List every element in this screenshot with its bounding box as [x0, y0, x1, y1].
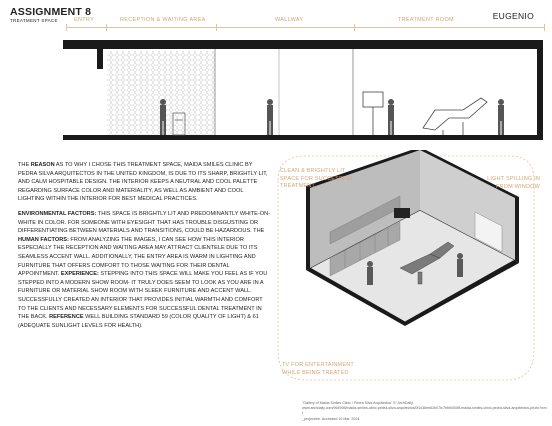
section-drawing: [63, 40, 543, 140]
zone-tick: [544, 24, 545, 31]
callout-tv: TV FOR ENTERTAINMENT WHILE BEING TREATED: [282, 362, 354, 376]
reason-paragraph: THE REASON AS TO WHY I CHOSE THIS TREATMENT SPACE, MAIDA SMILES CLINIC BY PEDRA SILVA ARQUITECTOS IN THE UNITED KINGDOM, IS DUE TO ITS SHARP, BRIGHTLY LIT, AND CALM HOSPITABLE DESIGN. THE INTERIOR KEEPS A NEUTRAL AND COOL PALETTE REGARDING SURFACE COLOR AND MATERIALITY, AS WELL AS AMBIENT AND COOL LIGHTING WITHIN THE INTERIOR FOR BEST MEDICAL PRACTICES.: [18, 162, 268, 203]
zone-entry-label: ENTRY: [74, 17, 95, 23]
zone-tick: [106, 24, 107, 31]
human-term: HUMAN FACTORS:: [18, 236, 69, 243]
zone-tick: [216, 24, 217, 31]
citation-line: _projectree. Accessed 10 Mar. 2024.: [302, 416, 361, 421]
environmental-term: ENVIRONMENTAL FACTORS:: [18, 210, 97, 217]
zone-tick: [354, 24, 355, 31]
zone-treatment-label: TREATMENT ROOM: [398, 17, 454, 23]
experience-term: EXPERIENCE:: [60, 271, 99, 278]
callout-clean-space: CLEAN & BRIGHTLY LIT SPACE FOR SUCCESSFUL TREATMENT: [280, 168, 354, 189]
citation-line: "Gallery of Maida Smiles Clinic / Pedra Silva Arquitectos" 5" ArchDaily,: [302, 401, 414, 405]
citation-link[interactable]: www.archdaily.com/964998/maida-smiles-clinic-pedra-silva-arquitectos/0f1c38ee62b07fc7bb60008f-maida-smiles-clinic-pedra-silva-arquitectos-photo?next: [302, 406, 548, 416]
page-subtitle: TREATMENT SPACE: [10, 18, 58, 23]
description-text: [18, 161, 270, 336]
reference-term: REFERENCE: [49, 314, 84, 321]
author-name: EUGENIO: [492, 11, 534, 21]
zone-reception-label: RECEPTION & WAITING AREA: [120, 17, 206, 23]
citation: [302, 401, 548, 422]
page-title: ASSIGNMENT 8: [10, 6, 92, 18]
zone-tick: [66, 24, 67, 31]
callout-light-window: LIGHT SPILLING IN FROM WINDOW: [487, 176, 540, 190]
zone-line: [66, 27, 544, 28]
factors-paragraph: ENVIRONMENTAL FACTORS: THIS SPACE IS BRIGHTLY LIT AND PREDOMINANTLY WHITE-ON-WHITE IN COLOR. FOR SOMEONE WITH EYESIGHT THAT HAS TROUBLE DISGUSTING OR DIFFERENTIATING BETWEEN MATERIALS AND TRANSITIONS, COULD BE HAZARDOUS. THE HUMAN FACTORS: FROM ANALYZING THE IMAGES, I CAN SEE HOW THIS INTERIOR ESPECIALLY THE RECEPTION AND WAITING AREA MAY ATTRACT CLIENTELE DUE TO ITS SEAMLESS ACCENT WALL. ADDITIONALLY, THE ENTRY AREA IS WARM IN LIGHTING AND FURNITURE THAT OFFERS COMFORT TO THOSE WAITING FOR THEIR DENTAL APPOINTMENT. EXPERIENCE: STEPPING INTO THIS SPACE WILL MAKE YOU FEEL AS IF YOU STEPPED INTO A MODERN SHOW ROOM- IT TRULY DOES SEEM TO LOOK AS YOU ARE IN A FURNITURE OR MATERIAL SHOW ROOM WITH SLEEK FURNITURE AND ACCENT WALL. SUCCESSFULLY CREATED AN INTERIOR THAT PROVIDES INITIAL WARMTH AND COMFORT TO THE CLIENTS AND NECESSARY ELEMENTS FOR SUCCESSFUL DENTAL TREATMENT IN THE BACK. REFERENCE WELL BUILDING STANDARD 59 (COLOR QUALITY OF LIGHT) & 61 (ADEQUATE SUNLIGHT LEVELS FOR HEALTH).: [18, 210, 270, 329]
reason-term: REASON: [30, 162, 55, 168]
zone-wallway-label: WALLWAY: [275, 17, 304, 23]
